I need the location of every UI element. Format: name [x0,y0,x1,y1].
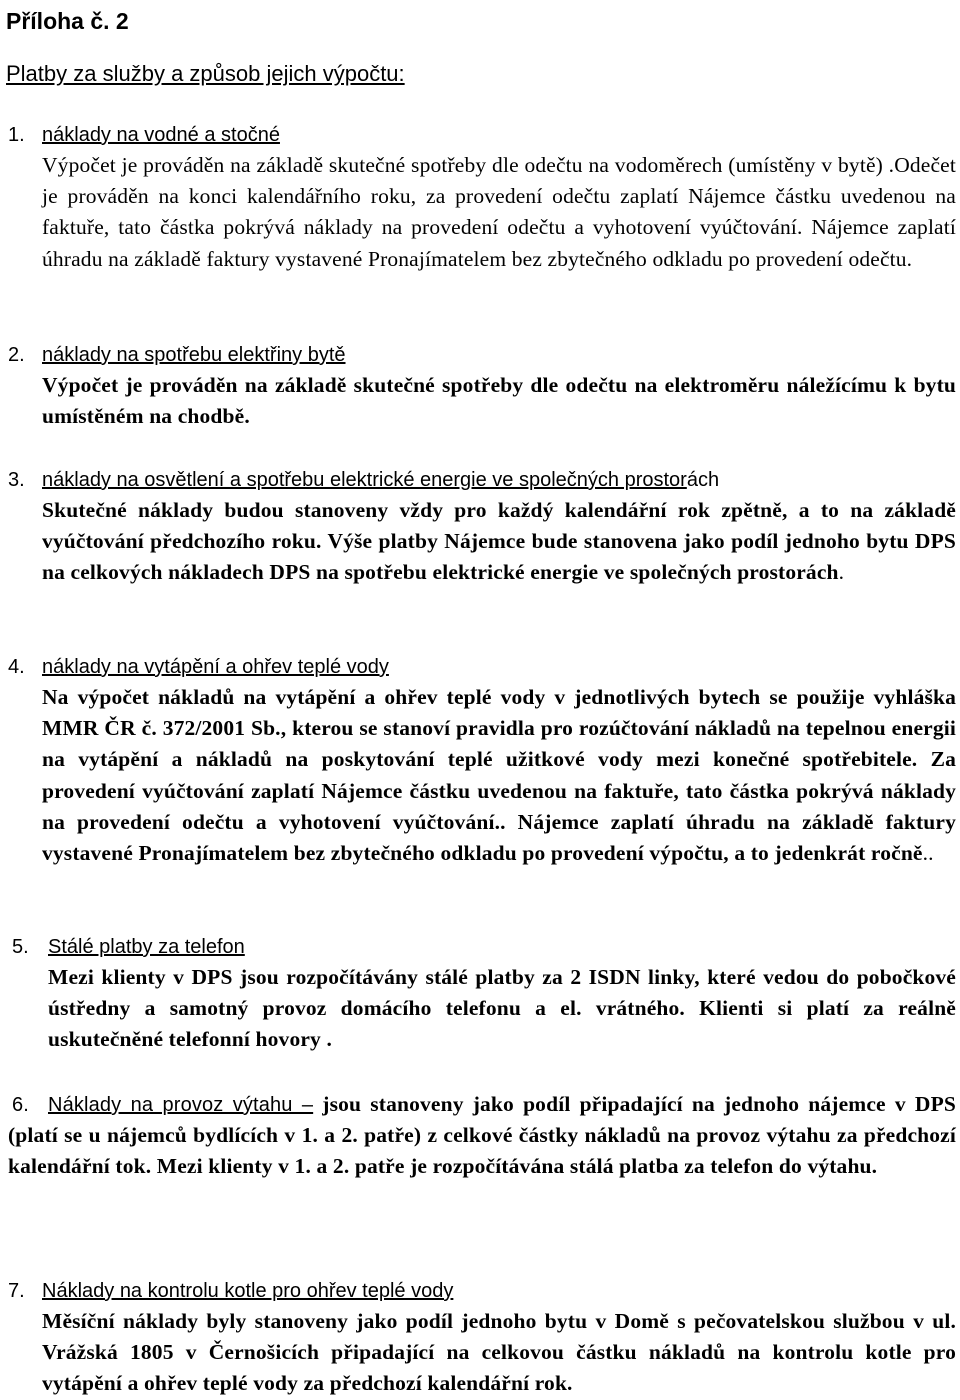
section-title: Stálé platby za telefon [48,936,245,958]
section-number: 6. [12,1094,29,1116]
section-heading [8,932,956,962]
section-elevator [8,1089,956,1183]
section-common-lighting [8,465,956,589]
section-title: náklady na spotřebu elektřiny bytě [42,344,346,366]
section-heading [8,1094,313,1116]
attachment-label: Příloha č. 2 [6,8,129,34]
section-heading [8,652,956,682]
section-body [42,495,956,589]
section-electricity [8,340,956,432]
section-text: Skutečné náklady budou stanoveny vždy pro každý kalendářní rok zpětně, a to na základě vyúčtování předchozího roku. Výše platby Nájemce bude stanovena jako podíl jednoho bytu DPS na celkových nákladech DPS na spotřebu elektrické energie ve společných prostorách [42,498,956,585]
section-title: Náklady na kontrolu kotle pro ohřev teplé vody [42,1280,454,1302]
section-title: náklady na osvětlení a spotřebu elektrické energie ve společných prostor [42,469,687,491]
section-body: Mezi klienty v DPS jsou rozpočítávány stálé platby za 2 ISDN linky, které vedou do pobočkové ústředny a samotný provoz domácího telefonu a el. vrátného. Klienti si platí za reálně uskutečněné telefonní hovory . [48,965,956,1052]
section-title-tail: ách [686,469,720,491]
section-body [42,150,956,275]
section-text-end: . [838,560,845,585]
section-telephone [8,932,956,1056]
section-text-end: .. [922,841,934,866]
section-body [8,1089,956,1183]
section-text-continued: Nájemce zaplatí úhradu na základě faktury vystavené Pronajímatelem bez zbytečného odkladu po provedení odečtu. [42,215,957,271]
section-number: 5. [12,936,29,958]
section-water [8,120,956,275]
section-text-continued: , kterou se stanoví pravidla pro rozúčtování nákladů na tepelnou energii na vytápění a nákladů na poskytování teplé užitkové vody mezi konečné spotřebitele. Za provedení vyúčtování zaplatí Nájemce částku uvedenou na faktuře, tato částka pokrývá náklady na provedení odečtu a vyhotovení vyúčtování.. Nájemce zaplatí úhradu na základě faktury vystavené Pronajímatelem bez zbytečného odkladu po provedení výpočtu, a to jedenkrát ročně [42,716,956,866]
section-number: 2. [8,344,25,366]
section-title: náklady na vodné a stočné [42,124,280,146]
section-heading [8,465,956,495]
section-title: náklady na vytápění a ohřev teplé vody [42,656,389,678]
section-heading [8,340,956,370]
section-title: Náklady na provoz výtahu – [48,1094,314,1116]
section-number: 1. [8,124,25,146]
section-text: Výpočet je prováděn na základě skutečné spotřeby dle odečtu na vodoměrech (umístěny v bytě) .Odečet je prováděn na konci kalendářního roku, za provedení odečtu zaplatí Nájemce částku uvedenou na faktuře, tato částka pokrývá náklady na provedení odečtu a vyhotovení vyúčtování. [42,153,956,240]
section-heading [8,120,956,150]
section-body: Výpočet je prováděn na základě skutečné spotřeby dle odečtu na elektroměru náležícímu k bytu umístěném na chodbě. [42,373,956,429]
section-number: 7. [8,1280,25,1302]
section-text: Na výpočet nákladů na vytápění a ohřev teplé vody v jednotlivých bytech se použije vyhláška MMR ČR č. 372/2001 Sb. [42,685,956,741]
section-heating [8,652,956,869]
section-number: 4. [8,656,25,678]
section-number: 3. [8,469,25,491]
document-title: Platby za služby a způsob jejich výpočtu: [6,61,405,86]
section-boiler-inspection [8,1276,956,1400]
section-body [42,682,956,869]
section-text: jsou stanoveny jako podíl připadající na jednoho nájemce v DPS (platí se u nájemců bydlících v 1. a 2. patře) z celkové částky nákladů na provoz výtahu za předchozí kalendářní tok. Mezi klienty v 1. a 2. patře je rozpočítávána stálá platba za telefon do výtahu. [8,1092,956,1179]
section-heading [8,1276,956,1306]
section-body: Měsíční náklady byly stanoveny jako podíl jednoho bytu v Domě s pečovatelskou službou v ul. Vrážská 1805 v Černošicích připadající na celkovou částku nákladů na kontrolu kotle pro vytápění a ohřev teplé vody za předchozí kalendářní rok. [42,1309,956,1396]
